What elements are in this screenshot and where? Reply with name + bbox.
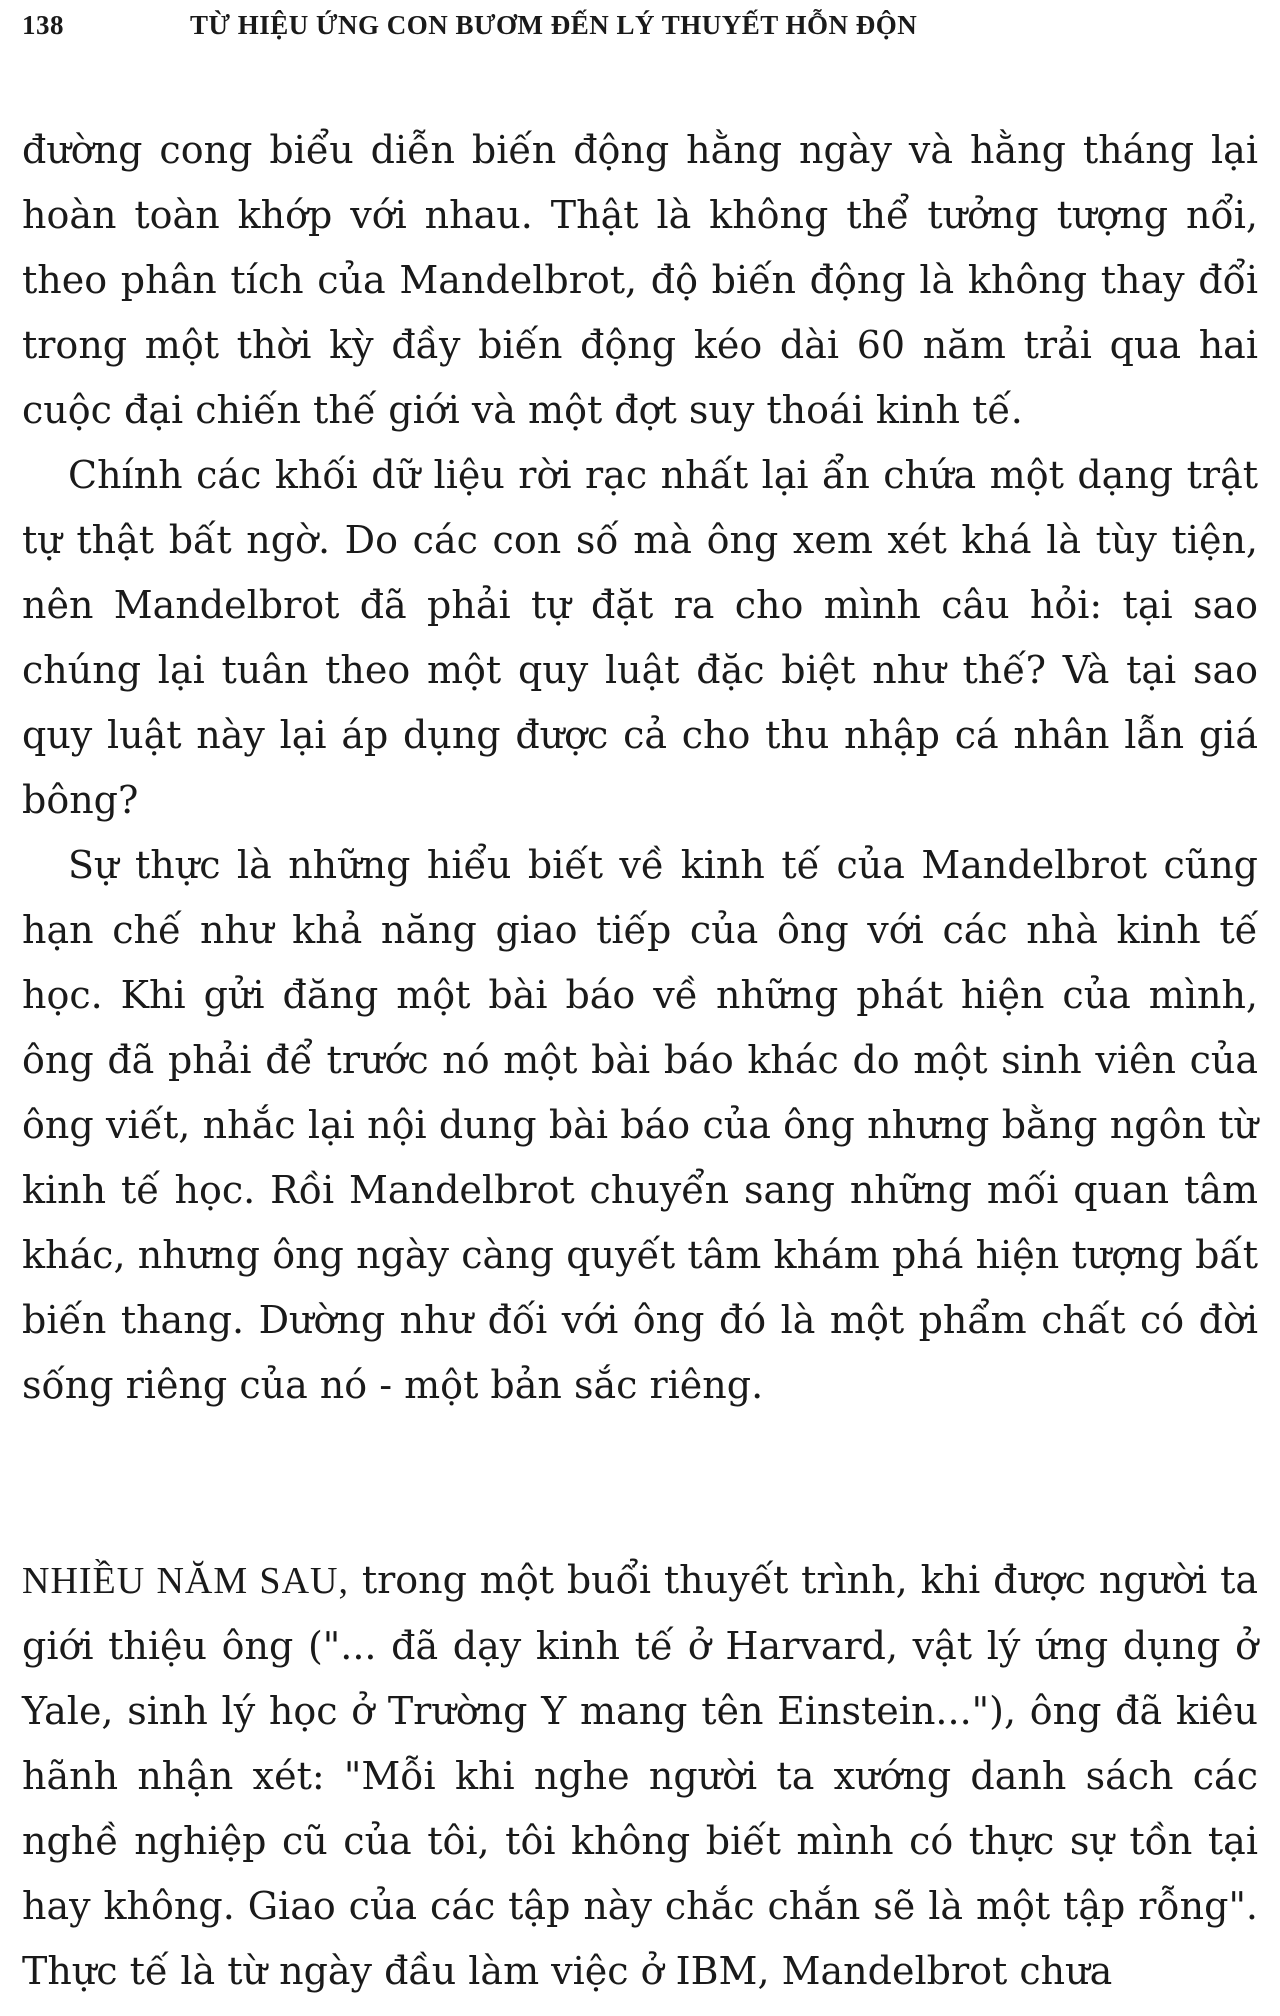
section-break [22, 1418, 1258, 1548]
book-title: TỪ HIỆU ỨNG CON BƯƠM ĐẾN LÝ THUYẾT HỖN ĐỘN [190, 10, 918, 40]
paragraph-1: đường cong biểu diễn biến động hằng ngày và hằng tháng lại hoàn toàn khớp với nhau. Thật là không thể tưởng tượng nổi, theo phân tích của Mandelbrot, độ biến động là không thay đổi trong một thời kỳ đầy biến động kéo dài 60 năm trải qua hai cuộc đại chiến thế giới và một đợt suy thoái kinh tế. [22, 128, 1258, 432]
section-lead-in: NHIỀU NĂM SAU, [22, 1560, 349, 1602]
paragraph-3: Sự thực là những hiểu biết về kinh tế của Mandelbrot cũng hạn chế như khả năng giao tiếp của ông với các nhà kinh tế học. Khi gửi đăng một bài báo về những phát hiện của mình, ông đã phải để trước nó một bài báo khác do một sinh viên của ông viết, nhắc lại nội dung bài báo của ông nhưng bằng ngôn từ kinh tế học. Rồi Mandelbrot chuyển sang những mối quan tâm khác, nhưng ông ngày càng quyết tâm khám phá hiện tượng bất biến thang. Dường như đối với ông đó là một phẩm chất có đời sống riêng của nó - một bản sắc riêng. [22, 843, 1258, 1407]
page-number: 138 [22, 10, 64, 40]
paragraph-2: Chính các khối dữ liệu rời rạc nhất lại ẩn chứa một dạng trật tự thật bất ngờ. Do các con số mà ông xem xét khá là tùy tiện, nên Mandelbrot đã phải tự đặt ra cho mình câu hỏi: tại sao chúng lại tuân theo một quy luật đặc biệt như thế? Và tại sao quy luật này lại áp dụng được cả cho thu nhập cá nhân lẫn giá bông? [22, 453, 1258, 822]
paragraph-4 [22, 1548, 1258, 2004]
body-text [22, 118, 1258, 2004]
paragraph-4-text: trong một buổi thuyết trình, khi được người ta giới thiệu ông ("... đã dạy kinh tế ở Harvard, vật lý ứng dụng ở Yale, sinh lý học ở Trường Y mang tên Einstein..."), ông đã kiêu hãnh nhận xét: "Mỗi khi nghe người ta xướng danh sách các nghề nghiệp cũ của tôi, tôi không biết mình có thực sự tồn tại hay không. Giao của các tập này chắc chắn sẽ là một tập rỗng". Thực tế là từ ngày đầu làm việc ở IBM, Mandelbrot chưa [22, 1558, 1258, 1993]
running-header [22, 6, 1258, 46]
